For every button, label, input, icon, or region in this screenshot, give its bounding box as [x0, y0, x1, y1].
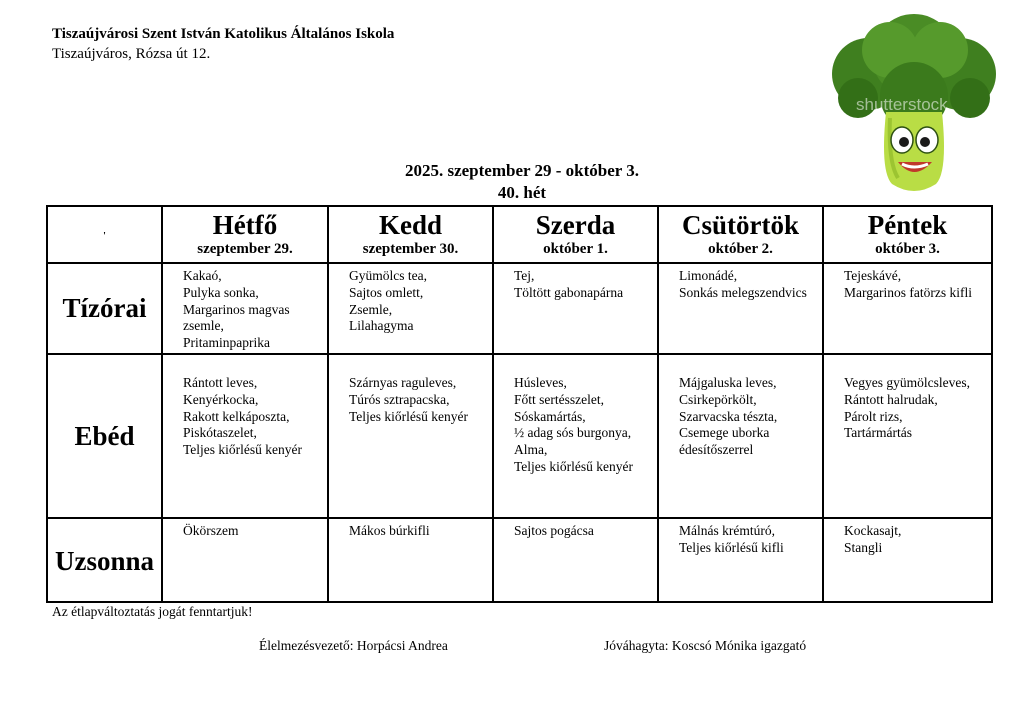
meal-label: Tízórai: [47, 263, 162, 354]
menu-item: Piskótaszelet,: [183, 425, 257, 441]
menu-item: Teljes kiőrlésű kenyér: [183, 442, 303, 458]
menu-cell: [823, 263, 992, 354]
day-name: Szerda: [535, 210, 616, 240]
menu-item: Rakott kelkáposzta,: [183, 408, 290, 424]
menu-item: Lilahagyma: [349, 318, 414, 334]
menu-item: Túrós sztrapacska,: [349, 391, 450, 407]
menu-item: Májgaluska leves,: [679, 375, 777, 390]
menu-cell: [658, 518, 823, 602]
menu-item: Margarinos fatörzs kifli: [844, 284, 972, 300]
menu-item: Gyümölcs tea,: [349, 268, 427, 283]
day-name: Hétfő: [212, 210, 278, 240]
signature-approver: Jóváhagyta: Koscsó Mónika igazgató: [604, 638, 807, 653]
weekly-menu-table: [46, 205, 993, 603]
menu-item: Csemege uborka: [679, 425, 770, 441]
day-date: szeptember 30.: [362, 241, 459, 257]
meal-row-ebed: [47, 354, 992, 518]
menu-cell: [658, 354, 823, 518]
day-header-tuesday: [328, 206, 493, 263]
day-header-monday: [162, 206, 328, 263]
menu-cell: [162, 518, 328, 602]
menu-item: Limonádé,: [679, 268, 738, 283]
menu-item: édesítőszerrel: [679, 442, 754, 458]
day-header-wednesday: [493, 206, 658, 263]
school-address: Tiszaújváros, Rózsa út 12.: [52, 46, 211, 62]
day-header-row: [47, 206, 992, 263]
menu-item: Teljes kiőrlésű kenyér: [349, 408, 469, 424]
menu-cell: [493, 263, 658, 354]
menu-change-note: Az étlapváltoztatás jogát fenntartjuk!: [52, 604, 253, 619]
menu-item: Szárnyas raguleves,: [349, 375, 457, 390]
menu-item: Zsemle,: [349, 301, 393, 317]
menu-item: Teljes kiőrlésű kifli: [679, 539, 784, 555]
day-name: Kedd: [378, 210, 443, 240]
day-date: október 2.: [708, 241, 773, 257]
menu-item: Sonkás melegszendvics: [679, 284, 807, 300]
menu-item: Ökörszem: [183, 523, 239, 538]
menu-item: Alma,: [514, 442, 548, 458]
menu-cell: [328, 518, 493, 602]
menu-cell: [493, 354, 658, 518]
signature-food-manager: Élelmezésvezető: Horpácsi Andrea: [259, 638, 448, 653]
menu-item: Tej,: [514, 268, 535, 283]
menu-item: Margarinos magvas: [183, 301, 290, 317]
menu-item: Tejeskávé,: [844, 268, 902, 283]
week-number: 40. hét: [497, 183, 547, 202]
menu-item: Csirkepörkölt,: [679, 391, 757, 407]
day-date: szeptember 29.: [197, 241, 293, 257]
menu-cell: [823, 518, 992, 602]
week-range: 2025. szeptember 29 - október 3.: [404, 161, 640, 180]
day-date: október 1.: [543, 241, 608, 257]
menu-item: Sajtos omlett,: [349, 284, 424, 300]
menu-item: Szarvacska tészta,: [679, 408, 778, 424]
day-header-friday: [823, 206, 992, 263]
menu-item: Párolt rizs,: [844, 408, 903, 424]
menu-item: Főtt sertésszelet,: [514, 391, 604, 407]
day-name: Csütörtök: [681, 210, 799, 240]
menu-item: Pritaminpaprika: [183, 335, 270, 351]
menu-item: ½ adag sós burgonya,: [514, 425, 632, 441]
menu-item: Töltött gabonapárna: [514, 284, 624, 300]
menu-cell: [823, 354, 992, 518]
menu-cell: [493, 518, 658, 602]
meal-label: Uzsonna: [47, 518, 162, 602]
meal-label: Ebéd: [47, 354, 162, 518]
meal-row-tizorai: [47, 263, 992, 354]
menu-cell: [658, 263, 823, 354]
menu-item: Pulyka sonka,: [183, 284, 259, 300]
menu-item: Kockasajt,: [844, 523, 902, 538]
menu-cell: [328, 263, 493, 354]
meal-row-uzsonna: [47, 518, 992, 602]
menu-item: Stangli: [844, 539, 883, 555]
corner-cell: ': [47, 206, 162, 263]
menu-item: zsemle,: [183, 318, 224, 334]
menu-item: Rántott halrudak,: [844, 391, 938, 407]
day-date: október 3.: [875, 241, 940, 257]
menu-item: Teljes kiőrlésű kenyér: [514, 458, 634, 474]
menu-item: Kakaó,: [183, 268, 222, 283]
menu-item: Húsleves,: [514, 375, 567, 390]
menu-cell: [162, 263, 328, 354]
menu-cell: [162, 354, 328, 518]
menu-item: Kenyérkocka,: [183, 391, 259, 407]
school-name: Tiszaújvárosi Szent István Katolikus Általános Iskola: [52, 26, 395, 42]
day-name: Péntek: [867, 210, 948, 240]
menu-item: Málnás krémtúró,: [679, 523, 775, 538]
menu-item: Rántott leves,: [183, 375, 258, 390]
watermark-text: shutterstock: [856, 95, 948, 114]
menu-item: Mákos búrkifli: [349, 523, 430, 538]
day-header-thursday: [658, 206, 823, 263]
menu-item: Vegyes gyümölcsleves,: [844, 375, 970, 390]
menu-cell: [328, 354, 493, 518]
menu-item: Sóskamártás,: [514, 408, 586, 424]
menu-item: Sajtos pogácsa: [514, 523, 594, 538]
menu-item: Tartármártás: [844, 425, 913, 441]
